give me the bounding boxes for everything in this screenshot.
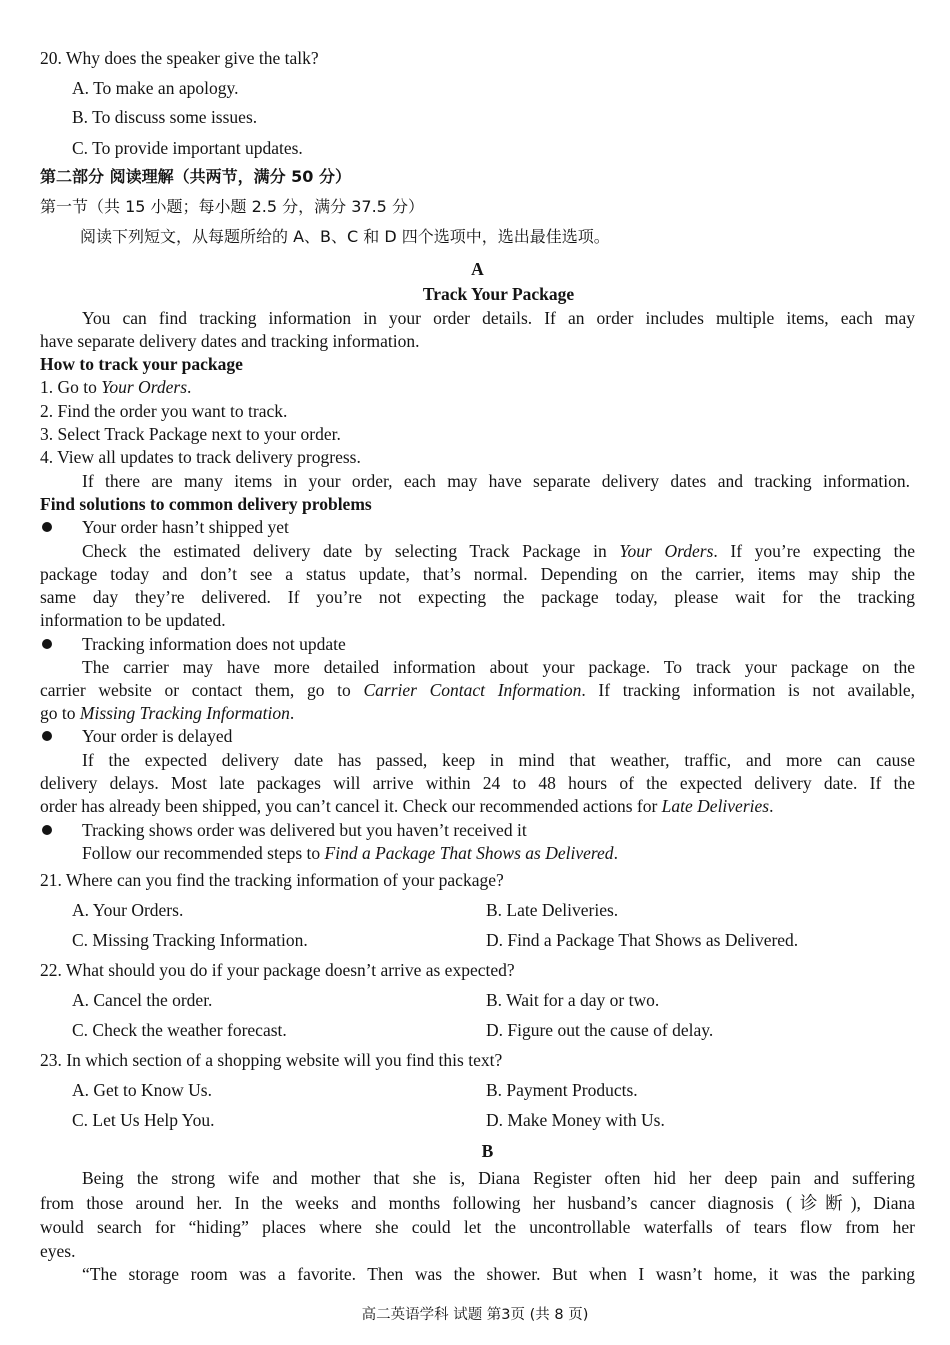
problem-2-line-1: The carrier may have more detailed information about your package. To track your package on the — [82, 657, 915, 677]
problem-1-title: Your order hasn’t shipped yet — [82, 517, 289, 537]
problem-2-line-3: go to Missing Tracking Information. — [40, 703, 295, 723]
bullet-icon — [42, 825, 52, 835]
q22-stem: 22. What should you do if your package doesn’t arrive as expected? — [40, 960, 515, 980]
q21-option-c: C. Missing Tracking Information. — [72, 930, 308, 950]
part-two-title: 第二部分 阅读理解（共两节，满分 50 分） — [40, 167, 351, 186]
passage-b-line-4: eyes. — [40, 1241, 76, 1261]
solutions-heading: Find solutions to common delivery problems — [40, 494, 372, 514]
problem-3-title: Your order is delayed — [82, 726, 233, 746]
q20-option-b: B. To discuss some issues. — [72, 107, 258, 127]
passage-a-letter: A — [471, 259, 484, 279]
q22-option-b: B. Wait for a day or two. — [486, 990, 660, 1010]
q22-option-c: C. Check the weather forecast. — [72, 1020, 287, 1040]
passage-b-letter: B — [481, 1141, 494, 1161]
passage-b-line-1: Being the strong wife and mother that she is, Diana Register often hid her deep pain and suffering — [82, 1168, 915, 1188]
problem-3-line-2: delivery delays. Most late packages will arrive within 24 to 48 hours of the expected delivery date. If the — [40, 773, 915, 793]
problem-4-title: Tracking shows order was delivered but you haven’t received it — [82, 820, 527, 840]
q23-option-b: B. Payment Products. — [486, 1080, 638, 1100]
reading-instruction: 阅读下列短文，从每题所给的 A、B、C 和 D 四个选项中，选出最佳选项。 — [80, 227, 610, 246]
passage-b-line-5: “The storage room was a favorite. Then was the shower. But when I wasn’t home, it was the parking — [82, 1264, 915, 1284]
bullet-icon — [42, 522, 52, 532]
step-3: 3. Select Track Package next to your order. — [40, 424, 341, 444]
page-footer: 高二英语学科 试题 第3页 (共 8 页) — [361, 1307, 589, 1323]
q20-option-a: A. To make an apology. — [72, 78, 239, 98]
q21-option-a: A. Your Orders. — [72, 900, 184, 920]
problem-4-line-1: Follow our recommended steps to Find a Package That Shows as Delivered. — [82, 843, 618, 863]
problem-2-line-2: carrier website or contact them, go to Carrier Contact Information. If tracking information is not available, — [40, 680, 915, 700]
passage-a-intro-line-2: have separate delivery dates and tracking information. — [40, 331, 420, 351]
passage-b-line-2: from those around her. In the weeks and months following her husband’s cancer diagnosis (诊断), Diana — [40, 1193, 915, 1213]
passage-a-title: Track Your Package — [422, 284, 575, 304]
problem-1-line-3: same day they’re delivered. If you’re not expecting the package today, please wait for the tracking — [40, 587, 915, 607]
q20-stem: 20. Why does the speaker give the talk? — [40, 48, 319, 68]
q20-option-c: C. To provide important updates. — [72, 138, 303, 158]
howto-heading: How to track your package — [40, 354, 243, 374]
q23-option-c: C. Let Us Help You. — [72, 1110, 215, 1130]
problem-2-title: Tracking information does not update — [82, 634, 346, 654]
multiple-items-note: If there are many items in your order, each may have separate delivery dates and tracking information. — [82, 471, 910, 491]
q22-option-d: D. Figure out the cause of delay. — [486, 1020, 714, 1040]
q23-stem: 23. In which section of a shopping website will you find this text? — [40, 1050, 503, 1070]
q21-option-d: D. Find a Package That Shows as Delivered. — [486, 930, 799, 950]
step-2: 2. Find the order you want to track. — [40, 401, 288, 421]
passage-b-line-3: would search for “hiding” places where she could let the uncontrollable waterfalls of tears flow from her — [40, 1217, 915, 1237]
problem-1-line-2: package today and don’t see a status update, that’s normal. Depending on the carrier, items may ship the — [40, 564, 915, 584]
q23-option-d: D. Make Money with Us. — [486, 1110, 665, 1130]
problem-3-line-1: If the expected delivery date has passed, keep in mind that weather, traffic, and more can cause — [82, 750, 915, 770]
step-1: 1. Go to Your Orders. — [40, 377, 192, 397]
problem-1-line-4: information to be updated. — [40, 610, 226, 630]
q21-option-b: B. Late Deliveries. — [486, 900, 619, 920]
section-one-title: 第一节（共 15 小题；每小题 2.5 分，满分 37.5 分） — [40, 197, 424, 216]
problem-1-line-1: Check the estimated delivery date by selecting Track Package in Your Orders. If you’re expecting the — [82, 541, 915, 561]
bullet-icon — [42, 639, 52, 649]
passage-a-intro-line-1: You can find tracking information in your order details. If an order includes multiple items, each may — [82, 308, 915, 328]
q23-option-a: A. Get to Know Us. — [72, 1080, 212, 1100]
q21-stem: 21. Where can you find the tracking information of your package? — [40, 870, 504, 890]
problem-3-line-3: order has already been shipped, you can’t cancel it. Check our recommended actions for Late Deliveries. — [40, 796, 774, 816]
bullet-icon — [42, 731, 52, 741]
step-4: 4. View all updates to track delivery progress. — [40, 447, 361, 467]
q22-option-a: A. Cancel the order. — [72, 990, 213, 1010]
